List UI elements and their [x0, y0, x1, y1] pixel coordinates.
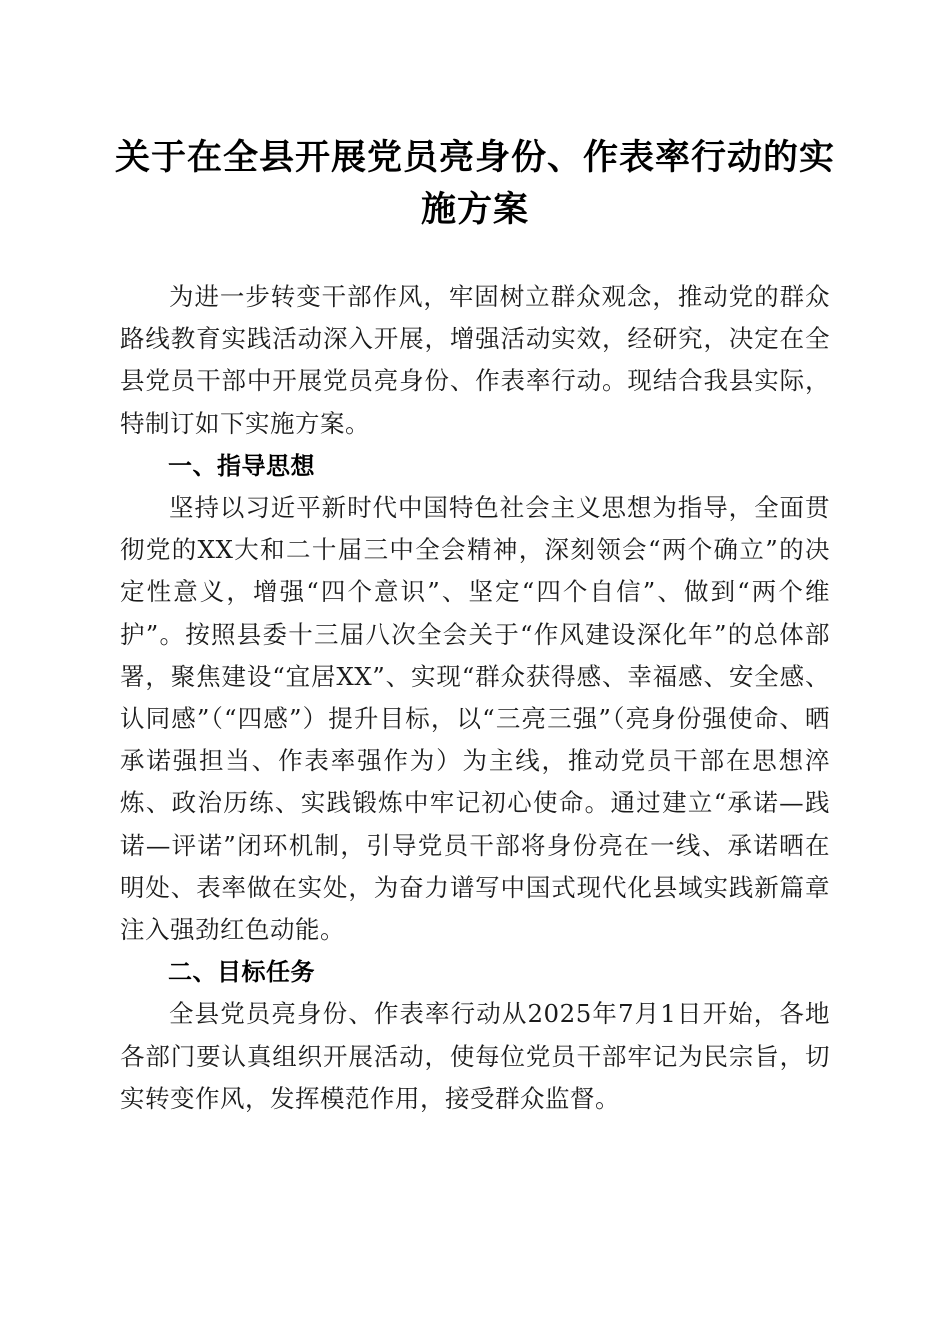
section-paragraph-guiding-ideology: 坚持以习近平新时代中国特色社会主义思想为指导，全面贯彻党的XX大和二十届三中全会精神，深刻领会“两个确立”的决定性意义，增强“四个意识”、坚定“四个自信”、做到“两个维护”。按照县委十三届八次全会关于“作风建设深化年”的总体部署，聚焦建设“宜居XX”、实现“群众获得感、幸福感、安全感、认同感”（“四感”）提升目标，以“三亮三强”（亮身份强使命、晒承诺强担当、作表率强作为）为主线，推动党员干部在思想淬炼、政治历练、实践锻炼中牢记初心使命。通过建立“承诺—践诺—评诺”闭环机制，引导党员干部将身份亮在一线、承诺晒在明处、表率做在实处，为奋力谱写中国式现代化县域实践新篇章注入强劲红色动能。	[120, 493, 830, 945]
intro-paragraph: 为进一步转变干部作风，牢固树立群众观念，推动党的群众路线教育实践活动深入开展，增强活动实效，经研究，决定在全县党员干部中开展党员亮身份、作表率行动。现结合我县实际，特制订如下实施方案。	[120, 282, 830, 438]
section-heading-guiding-ideology: 一、指导思想	[168, 451, 315, 480]
document-body	[120, 276, 830, 1120]
section-heading-goals-tasks: 二、目标任务	[168, 958, 315, 987]
section-paragraph-goals-tasks: 全县党员亮身份、作表率行动从2025年7月1日开始，各地各部门要认真组织开展活动，使每位党员干部牢记为民宗旨，切实转变作风，发挥模范作用，接受群众监督。	[120, 999, 830, 1113]
document-title: 关于在全县开展党员亮身份、作表率行动的实施方案	[115, 137, 836, 230]
